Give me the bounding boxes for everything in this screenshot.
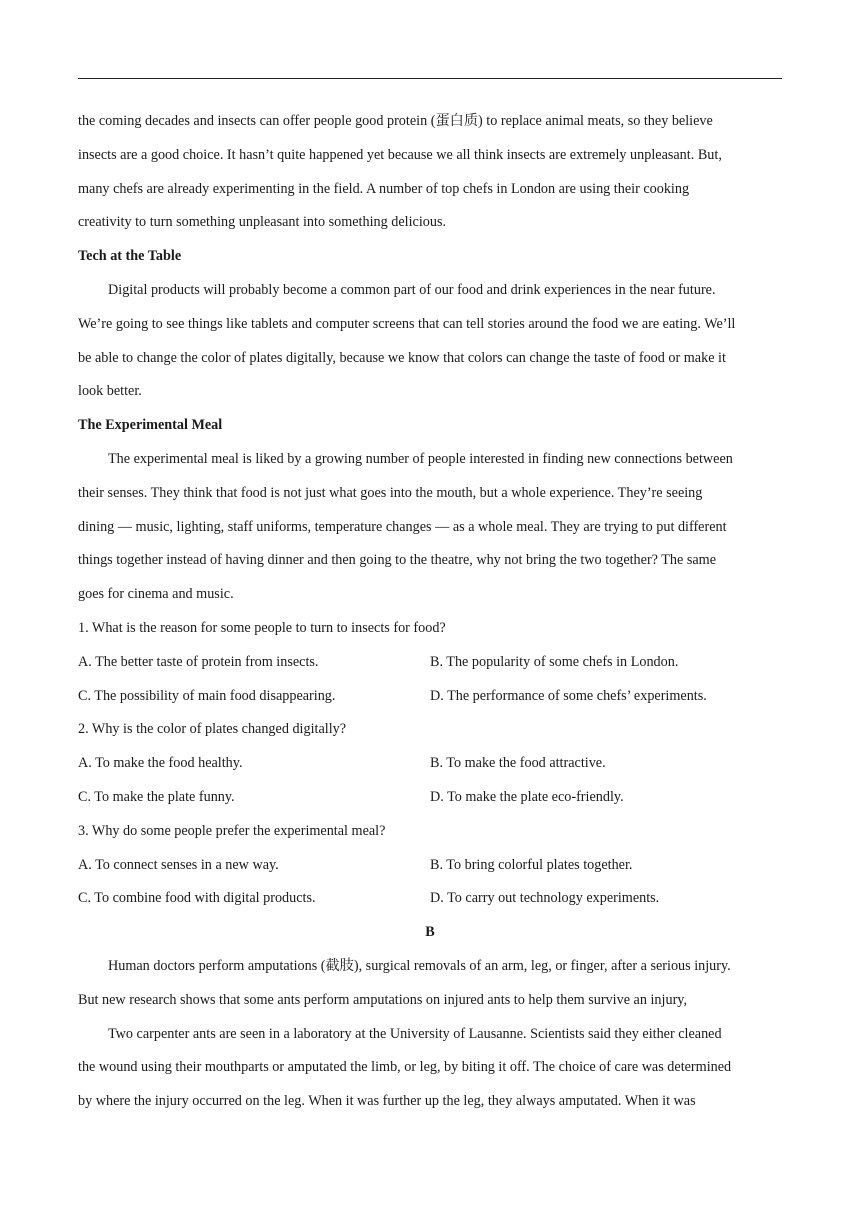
header-rule xyxy=(78,78,782,79)
option-a: A. To make the food healthy. xyxy=(78,755,243,772)
option-a: A. The better taste of protein from insects. xyxy=(78,653,319,670)
paragraph-line: the coming decades and insects can offer people good protein (蛋白质) to replace animal meats, so they believe xyxy=(78,113,713,129)
question-1 xyxy=(78,612,782,713)
paragraph-line: We’re going to see things like tablets and computer screens that can tell stories around the food we are eating. We’ll xyxy=(78,315,736,332)
paragraph-line: be able to change the color of plates digitally, because we know that colors can change the taste of food or make it xyxy=(78,349,726,366)
section-title-b: B xyxy=(425,924,435,941)
section-heading-tech: Tech at the Table xyxy=(78,248,182,265)
paragraph-line: Two carpenter ants are seen in a laboratory at the University of Lausanne. Scientists said they either cleaned xyxy=(108,1025,722,1042)
experimental-paragraph xyxy=(78,443,782,612)
option-b: B. To bring colorful plates together. xyxy=(430,856,633,873)
passage-a-continuation xyxy=(78,105,782,240)
options-row xyxy=(78,646,782,680)
option-d: D. To make the plate eco-friendly. xyxy=(430,788,624,805)
option-c: C. The possibility of main food disappearing. xyxy=(78,687,336,704)
option-d: D. The performance of some chefs’ experiments. xyxy=(430,687,707,704)
options-row xyxy=(78,747,782,781)
document-body xyxy=(78,105,782,1119)
paragraph-line: dining — music, lighting, staff uniforms, temperature changes — as a whole meal. They are trying to put different xyxy=(78,518,727,535)
option-a: A. To connect senses in a new way. xyxy=(78,856,279,873)
options-row xyxy=(78,882,782,916)
section-b-paragraph-1 xyxy=(78,950,782,1018)
paragraph-line: But new research shows that some ants perform amputations on injured ants to help them survive an injury, xyxy=(78,991,688,1008)
option-c: C. To make the plate funny. xyxy=(78,788,235,805)
paragraph-line: goes for cinema and music. xyxy=(78,586,234,603)
paragraph-line: their senses. They think that food is not just what goes into the mouth, but a whole experience. They’re seeing xyxy=(78,484,703,501)
question-text: 2. Why is the color of plates changed digitally? xyxy=(78,721,347,738)
paragraph-line: insects are a good choice. It hasn’t quite happened yet because we all think insects are extremely unpleasant. But, xyxy=(78,146,722,163)
paragraph-line: many chefs are already experimenting in the field. A number of top chefs in London are using their cooking xyxy=(78,180,690,197)
question-3 xyxy=(78,815,782,916)
options-row xyxy=(78,680,782,714)
paragraph-line: look better. xyxy=(78,383,142,400)
tech-paragraph xyxy=(78,274,782,409)
question-text: 1. What is the reason for some people to turn to insects for food? xyxy=(78,619,446,636)
paragraph-line: Human doctors perform amputations (截肢), surgical removals of an arm, leg, or finger, after a serious injury. xyxy=(108,957,731,974)
paragraph-line: by where the injury occurred on the leg. When it was further up the leg, they always amputated. When it was xyxy=(78,1093,696,1110)
options-row xyxy=(78,781,782,815)
paragraph-line: things together instead of having dinner and then going to the theatre, why not bring the two together? The same xyxy=(78,552,717,569)
option-b: B. The popularity of some chefs in London. xyxy=(430,653,679,670)
question-2 xyxy=(78,713,782,814)
question-text: 3. Why do some people prefer the experimental meal? xyxy=(78,822,386,839)
option-b: B. To make the food attractive. xyxy=(430,755,606,772)
paragraph-line: The experimental meal is liked by a growing number of people interested in finding new connections between xyxy=(108,450,733,467)
paragraph-line: creativity to turn something unpleasant into something delicious. xyxy=(78,214,447,231)
paragraph-line: the wound using their mouthparts or amputated the limb, or leg, by biting it off. The choice of care was determined xyxy=(78,1059,732,1076)
option-c: C. To combine food with digital products. xyxy=(78,890,316,907)
section-b-paragraph-2 xyxy=(78,1018,782,1119)
option-d: D. To carry out technology experiments. xyxy=(430,890,660,907)
paragraph-line: Digital products will probably become a common part of our food and drink experiences in the near future. xyxy=(108,281,716,298)
section-heading-experimental: The Experimental Meal xyxy=(78,417,223,434)
options-row xyxy=(78,849,782,883)
